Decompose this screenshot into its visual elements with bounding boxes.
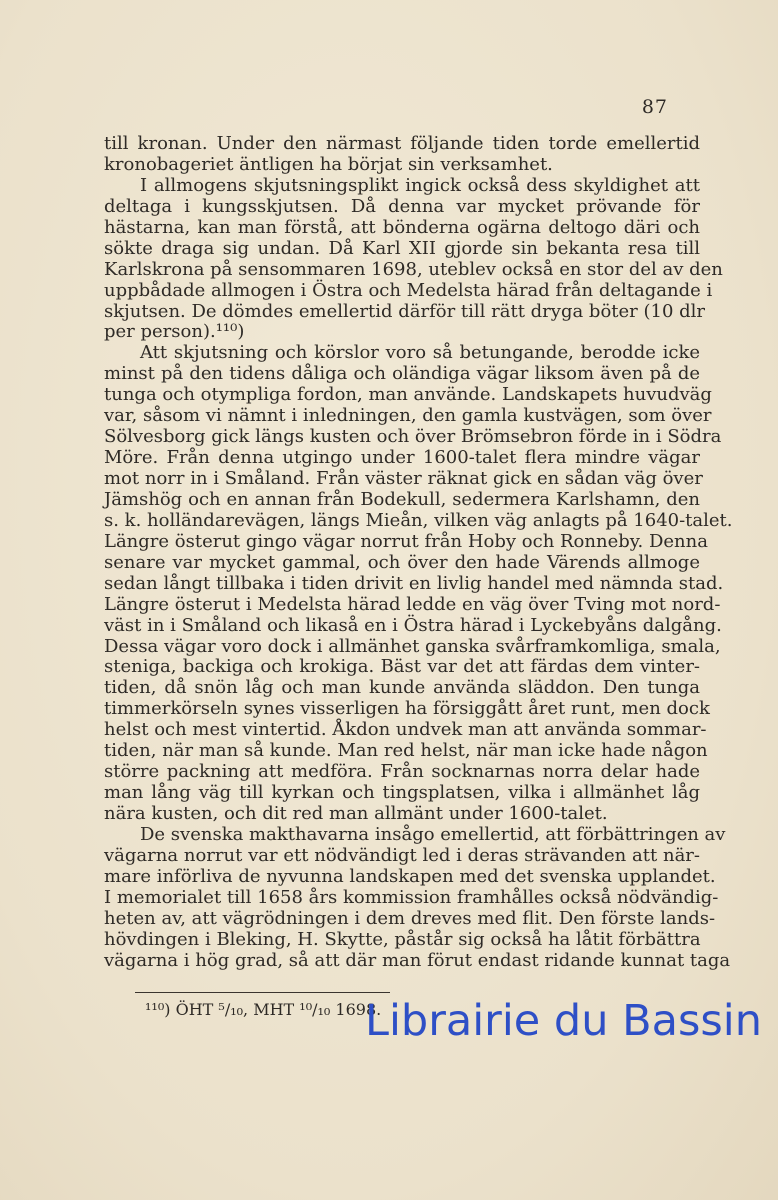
body-text xyxy=(104,133,733,972)
text-line: uppbådade allmogen i Östra och Medelsta härad från deltagande i xyxy=(104,279,713,301)
watermark-text: Librairie du Bassin xyxy=(365,996,762,1046)
text-line: tunga och otympliga fordon, man använde. Landskapets huvudväg xyxy=(104,384,712,406)
text-line: Att skjutsning och körslor voro så betungande, berodde icke xyxy=(140,342,700,364)
text-line: tiden, då snön låg och man kunde använda släddon. Den tunga xyxy=(104,677,700,699)
text-line: tiden, när man så kunde. Man red helst, när man icke hade någon xyxy=(104,740,708,762)
text-line: deltaga i kungsskjutsen. Då denna var mycket prövande för xyxy=(104,195,700,217)
text-line: helst och mest vintertid. Åkdon undvek man att använda sommar- xyxy=(104,719,707,741)
text-line: I allmogens skjutsningsplikt ingick också dess skyldighet att xyxy=(140,174,700,196)
text-line: per person).¹¹⁰) xyxy=(104,321,245,343)
text-line: Längre österut i Medelsta härad ledde en väg över Tving mot nord- xyxy=(104,593,721,615)
text-line: sökte draga sig undan. Då Karl XII gjorde sin bekanta resa till xyxy=(104,237,700,259)
text-line: var, såsom vi nämnt i inledningen, den gamla kustvägen, som över xyxy=(104,405,712,427)
text-line: Dessa vägar voro dock i allmänhet ganska svårframkomliga, smala, xyxy=(104,635,721,657)
text-line: mare införliva de nyvunna landskapen med det svenska upplandet. xyxy=(104,865,716,887)
text-line: kronobageriet äntligen ha börjat sin verksamhet. xyxy=(104,153,553,175)
footnote-rule xyxy=(135,992,390,993)
text-line: nära kusten, och dit red man allmänt under 1600-talet. xyxy=(104,803,608,824)
text-line: till kronan. Under den närmast följande tiden torde emellertid xyxy=(104,133,700,154)
text-line: timmerkörseln synes visserligen ha försiggått året runt, men dock xyxy=(104,698,710,720)
text-line: Jämshög och en annan från Bodekull, sedermera Karlshamn, den xyxy=(104,488,700,510)
text-line: Karlskrona på sensommaren 1698, uteblev också en stor del av den xyxy=(104,258,723,280)
text-line: man lång väg till kyrkan och tingsplatsen, vilka i allmänhet låg xyxy=(104,782,700,804)
text-line: senare var mycket gammal, och över den hade Värends allmoge xyxy=(104,551,700,573)
text-line: I memorialet till 1658 års kommission framhålles också nödvändig- xyxy=(104,886,719,908)
text-line: steniga, backiga och krokiga. Bäst var det att färdas dem vinter- xyxy=(104,656,700,678)
text-line: minst på den tidens dåliga och oländiga vägar liksom även på de xyxy=(104,363,700,385)
text-line: hästarna, kan man förstå, att bönderna ogärna deltogo däri och xyxy=(104,216,700,238)
text-line: hövdingen i Bleking, H. Skytte, påstår sig också ha låtit förbättra xyxy=(104,928,701,950)
page-number: 87 xyxy=(641,96,668,118)
text-line: vägarna i hög grad, så att där man förut endast ridande kunnat taga xyxy=(104,949,731,971)
text-line: Sölvesborg gick längs kusten och över Brömsebron förde in i Södra xyxy=(104,426,722,448)
text-line: större packning att medföra. Från socknarnas norra delar hade xyxy=(104,761,700,783)
text-line: skjutsen. De dömdes emellertid därför till rätt dryga böter (10 dlr xyxy=(104,300,706,322)
text-line: Möre. Från denna utgingo under 1600-talet flera mindre vägar xyxy=(104,447,700,469)
text-line: s. k. holländarevägen, längs Mieån, vilken väg anlagts på 1640-talet. xyxy=(104,509,733,531)
text-line: väst in i Småland och likaså en i Östra härad i Lyckebyåns dalgång. xyxy=(104,614,722,636)
text-line: heten av, att vägrödningen i dem dreves med flit. Den förste lands- xyxy=(104,907,716,929)
text-line: mot norr in i Småland. Från väster räknat gick en sådan väg över xyxy=(104,468,703,489)
text-line: sedan långt tillbaka i tiden drivit en livlig handel med nämnda stad. xyxy=(104,572,724,594)
text-line: Längre österut gingo vägar norrut från Hoby och Ronneby. Denna xyxy=(104,530,708,552)
footnote: ¹¹⁰) ÖHT ⁵/₁₀, MHT ¹⁰/₁₀ 1698. xyxy=(145,1000,382,1019)
text-line: vägarna norrut var ett nödvändigt led i deras strävanden att när- xyxy=(104,844,700,866)
text-line: De svenska makthavarna insågo emellertid, att förbättringen av xyxy=(140,823,726,845)
